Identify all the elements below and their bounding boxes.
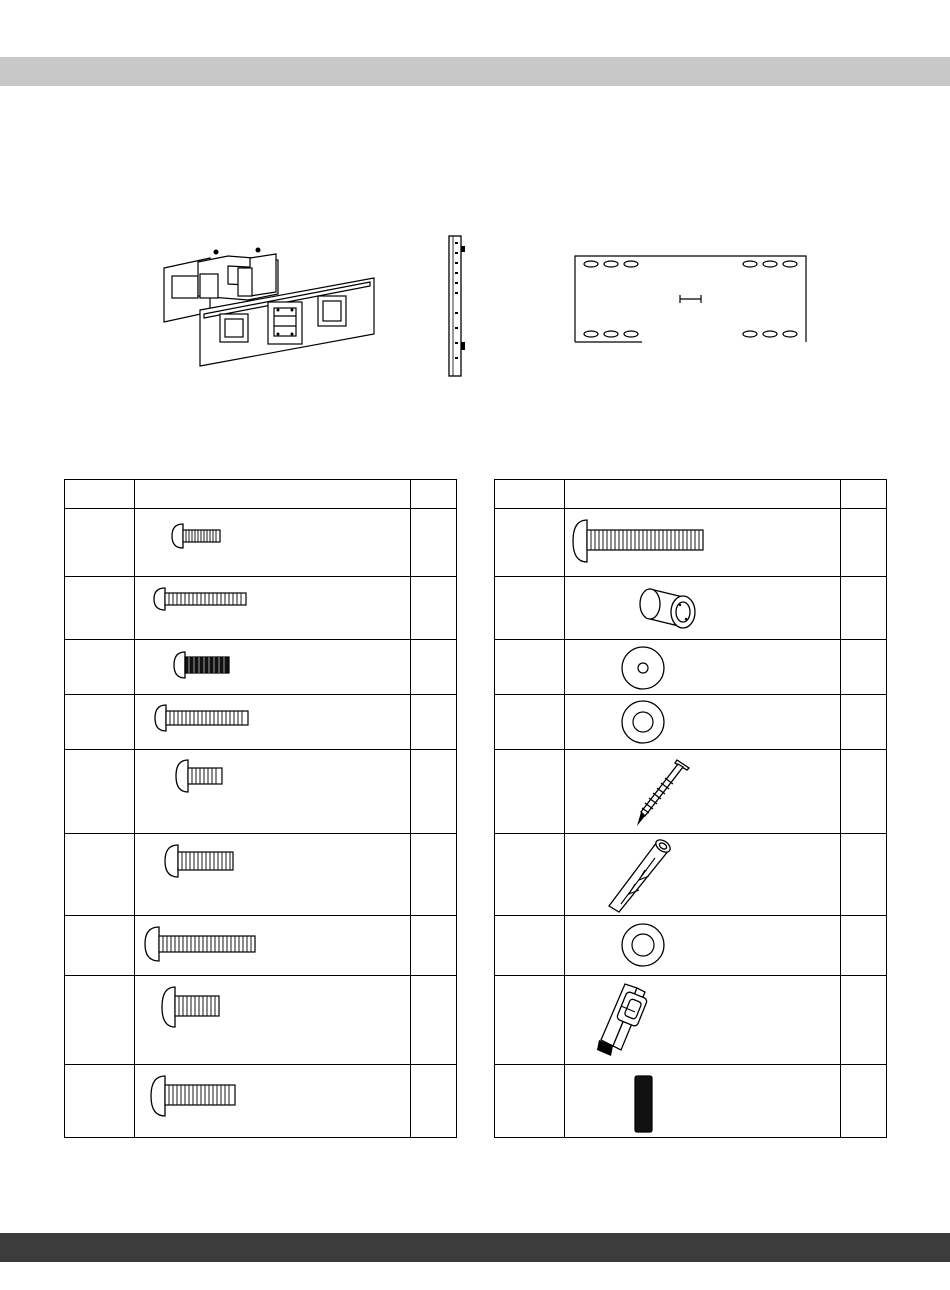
table-row xyxy=(65,834,457,916)
image-cell xyxy=(565,577,841,640)
wide-screw-icon xyxy=(135,834,411,916)
quantity-cell xyxy=(411,1065,457,1138)
table-header-row xyxy=(495,480,887,509)
wall-plate-side-view-icon xyxy=(443,232,469,380)
table-row xyxy=(65,750,457,834)
long-machine-screw-icon xyxy=(135,577,411,640)
quantity-cell xyxy=(411,577,457,640)
quantity-cell xyxy=(411,695,457,750)
table-row xyxy=(495,976,887,1065)
short-machine-screw-icon xyxy=(135,509,411,577)
medium-washer-icon xyxy=(565,695,841,750)
table-row xyxy=(495,834,887,916)
table-row xyxy=(65,916,457,976)
image-cell xyxy=(135,834,411,916)
quantity-cell xyxy=(841,834,887,916)
label-cell xyxy=(495,577,565,640)
quantity-cell xyxy=(841,750,887,834)
label-cell xyxy=(65,834,135,916)
quantity-cell xyxy=(411,509,457,577)
label-cell xyxy=(495,695,565,750)
image-cell xyxy=(565,1065,841,1138)
header-cell xyxy=(495,480,565,509)
spacer-icon xyxy=(565,577,841,640)
quantity-cell xyxy=(841,509,887,577)
wall-plate-front-view-icon xyxy=(570,250,810,346)
quantity-cell xyxy=(841,1065,887,1138)
table-row xyxy=(495,640,887,695)
top-header-band xyxy=(0,57,950,86)
table-row xyxy=(495,1065,887,1138)
image-cell xyxy=(565,750,841,834)
label-cell xyxy=(495,834,565,916)
image-cell xyxy=(135,640,411,695)
hardware-table-right xyxy=(494,479,887,1138)
image-cell xyxy=(565,640,841,695)
large-screw-icon xyxy=(135,1065,411,1138)
image-cell xyxy=(135,695,411,750)
black-machine-screw-icon xyxy=(135,640,411,695)
label-cell xyxy=(495,750,565,834)
table-row xyxy=(65,509,457,577)
label-cell xyxy=(495,1065,565,1138)
image-cell xyxy=(135,916,411,976)
bottom-footer-band xyxy=(0,1233,950,1262)
table-header-row xyxy=(65,480,457,509)
image-cell xyxy=(135,509,411,577)
label-cell xyxy=(495,640,565,695)
label-cell xyxy=(495,976,565,1065)
extra-long-screw-icon xyxy=(565,509,841,577)
quantity-cell xyxy=(841,976,887,1065)
header-cell xyxy=(841,480,887,509)
quantity-cell xyxy=(841,695,887,750)
safety-clip-icon xyxy=(565,976,841,1065)
header-cell xyxy=(565,480,841,509)
lag-bolt-icon xyxy=(565,750,841,834)
quantity-cell xyxy=(841,916,887,976)
wall-anchor-icon xyxy=(565,834,841,916)
header-cell xyxy=(65,480,135,509)
table-row xyxy=(65,976,457,1065)
quantity-cell xyxy=(411,640,457,695)
quantity-cell xyxy=(841,640,887,695)
table-row xyxy=(495,916,887,976)
table-row xyxy=(495,750,887,834)
quantity-cell xyxy=(411,916,457,976)
image-cell xyxy=(135,750,411,834)
table-row xyxy=(495,577,887,640)
table-row xyxy=(495,695,887,750)
articulating-arm-bracket-icon xyxy=(158,246,383,370)
long-wide-screw-icon xyxy=(135,916,411,976)
short-wide-screw-icon xyxy=(135,750,411,834)
table-row xyxy=(65,695,457,750)
quantity-cell xyxy=(411,834,457,916)
quantity-cell xyxy=(411,976,457,1065)
label-cell xyxy=(65,640,135,695)
table-row xyxy=(65,1065,457,1138)
label-cell xyxy=(65,509,135,577)
label-cell xyxy=(65,577,135,640)
label-cell xyxy=(65,976,135,1065)
quantity-cell xyxy=(841,577,887,640)
header-cell xyxy=(135,480,411,509)
label-cell xyxy=(495,509,565,577)
medium-machine-screw-icon xyxy=(135,695,411,750)
image-cell xyxy=(135,976,411,1065)
black-strap-icon xyxy=(565,1065,841,1138)
label-cell xyxy=(495,916,565,976)
table-row xyxy=(65,640,457,695)
image-cell xyxy=(135,1065,411,1138)
header-cell xyxy=(411,480,457,509)
table-row xyxy=(495,509,887,577)
image-cell xyxy=(565,976,841,1065)
image-cell xyxy=(565,695,841,750)
label-cell xyxy=(65,750,135,834)
small-washer-icon xyxy=(565,640,841,695)
image-cell xyxy=(135,577,411,640)
label-cell xyxy=(65,695,135,750)
image-cell xyxy=(565,509,841,577)
quantity-cell xyxy=(411,750,457,834)
label-cell xyxy=(65,1065,135,1138)
large-short-screw-icon xyxy=(135,976,411,1065)
large-washer-icon xyxy=(565,916,841,976)
image-cell xyxy=(565,916,841,976)
hardware-table-left xyxy=(64,479,457,1138)
image-cell xyxy=(565,834,841,916)
label-cell xyxy=(65,916,135,976)
table-row xyxy=(65,577,457,640)
